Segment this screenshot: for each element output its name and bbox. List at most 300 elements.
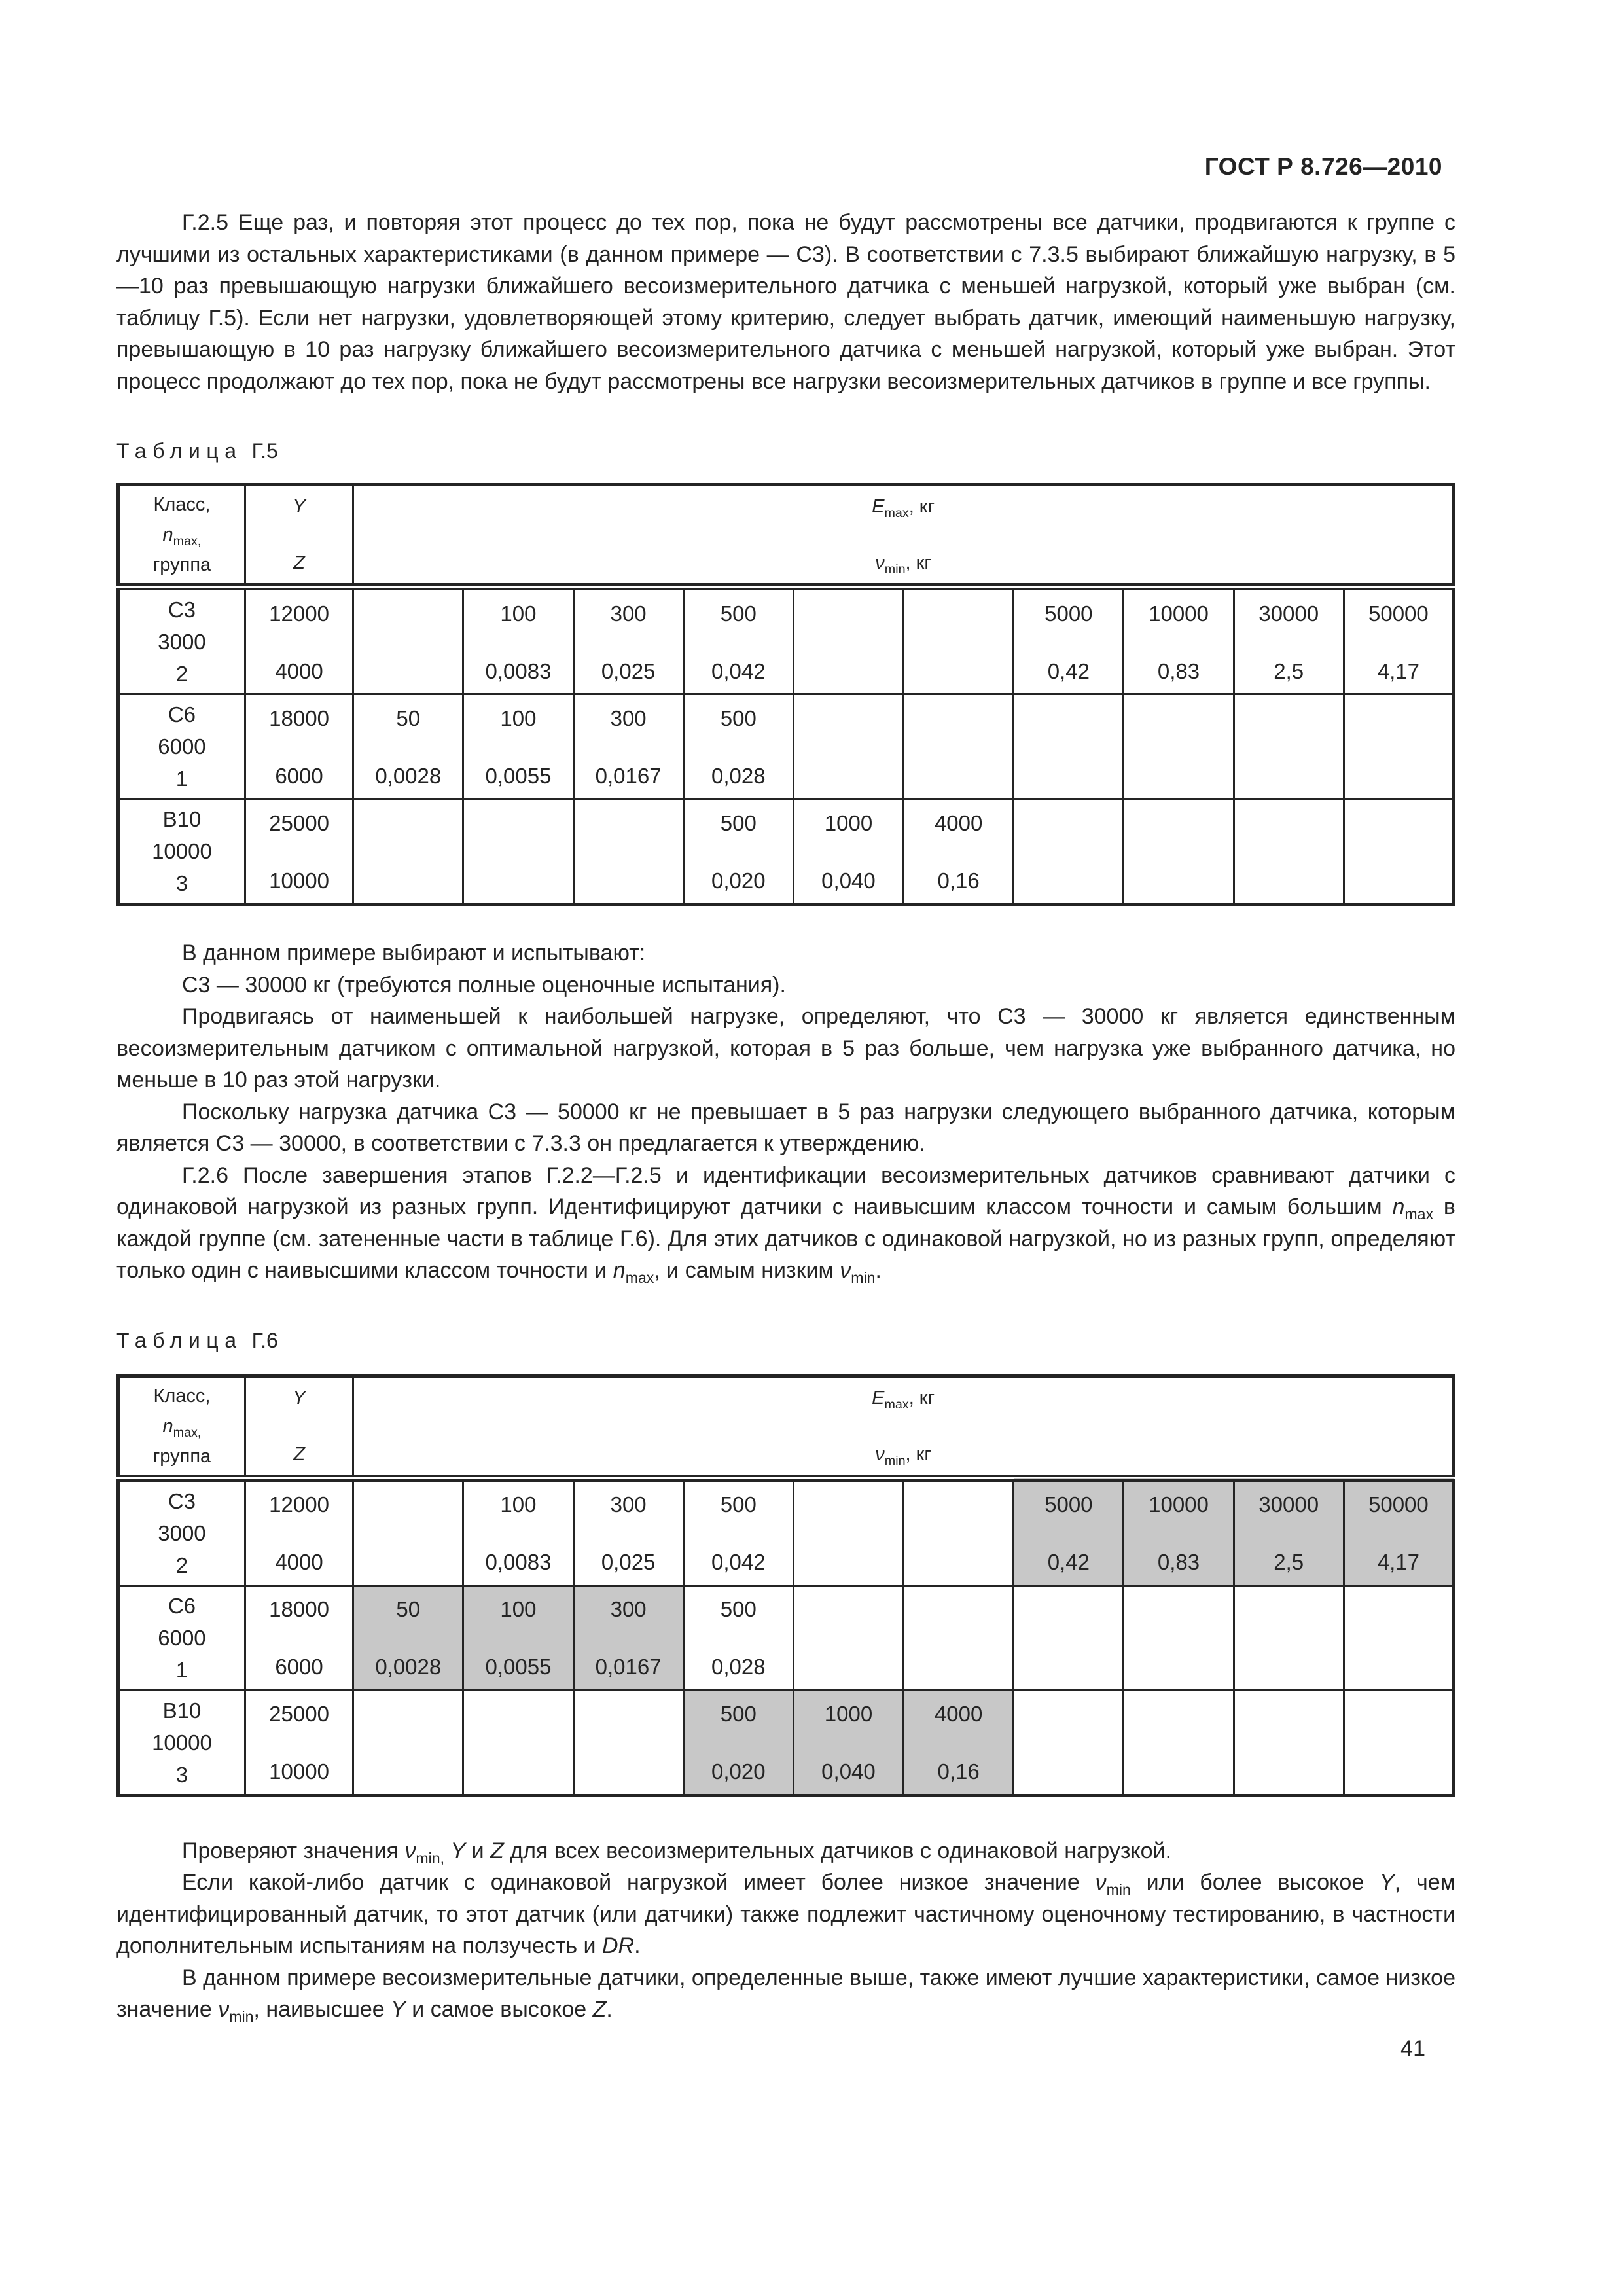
class-line: 1 <box>175 766 188 791</box>
emax-value <box>1017 706 1120 728</box>
cell-value-pair <box>464 808 572 895</box>
class-cell <box>118 1585 245 1690</box>
value-cell <box>683 1478 793 1585</box>
cell-value-pair <box>246 1699 352 1785</box>
emax-value: 100 <box>500 1597 537 1621</box>
vmin-value <box>357 1552 459 1575</box>
header-yz-cell <box>245 485 353 587</box>
emax-value <box>1238 706 1340 728</box>
emax-value <box>1017 811 1120 833</box>
emax-value <box>357 811 459 833</box>
table-label-word: Таблица <box>116 1328 243 1352</box>
value-cell <box>1014 1690 1124 1795</box>
vmin-value <box>1238 871 1340 893</box>
value-cell <box>353 1478 463 1585</box>
cell-value-pair <box>1345 808 1452 895</box>
cell-value-pair <box>1124 1594 1232 1681</box>
vmin-value <box>797 662 900 684</box>
table-body <box>118 1478 1454 1795</box>
vmin-value: 0,042 <box>711 1550 766 1574</box>
value-cell <box>793 587 903 694</box>
value-cell <box>793 1690 903 1795</box>
value-cell <box>683 694 793 799</box>
emax-value <box>1127 706 1230 728</box>
cell-value-pair <box>246 704 352 790</box>
cell-value-pair <box>246 808 352 895</box>
class-line: 3000 <box>158 1520 206 1545</box>
header-class-cell <box>118 1376 245 1478</box>
cell-value-pair <box>246 1594 352 1681</box>
emax-value: 25000 <box>269 810 329 835</box>
vmin-value: Z <box>293 1443 305 1465</box>
table-row <box>118 694 1454 799</box>
vmin-value: 0,028 <box>711 1655 766 1679</box>
cell-value-pair <box>575 599 683 685</box>
cell-value-pair <box>575 1699 683 1785</box>
vmin-value: 0,025 <box>601 658 656 683</box>
class-line: 6000 <box>158 1625 206 1650</box>
cell-value-pair <box>904 599 1012 685</box>
paragraph-check-values: Проверяют значения $\nu_{min,}$ Y и Z для всех весоизмерительных датчиков с одинаковой нагрузкой. <box>182 1838 1172 1867</box>
cell-value-pair <box>246 599 352 685</box>
cell-value-pair <box>464 1699 572 1785</box>
class-lines <box>120 1485 244 1581</box>
cell-value-pair <box>1124 599 1232 685</box>
bottom-text-block <box>116 1835 1455 2026</box>
cell-value-pair <box>464 704 572 790</box>
vmin-value <box>1017 766 1120 789</box>
class-lines <box>120 698 244 795</box>
vmin-value <box>467 1762 569 1784</box>
cell-value-pair <box>1235 1594 1343 1681</box>
cell-value-pair <box>1235 599 1343 685</box>
cell-value-pair <box>354 1594 462 1681</box>
vmin-value <box>1347 766 1450 789</box>
cell-value-pair <box>464 1490 572 1576</box>
value-cell <box>1234 1585 1344 1690</box>
vmin-value <box>1238 766 1340 789</box>
value-cell <box>573 799 683 905</box>
table-header-row <box>118 1376 1454 1478</box>
header-class-line: Класс, <box>153 494 211 515</box>
class-line: 2 <box>175 1552 188 1577</box>
cell-value-pair <box>1014 1699 1122 1785</box>
table-row <box>118 1690 1454 1795</box>
class-line: 3000 <box>158 630 206 654</box>
value-cell <box>1344 587 1454 694</box>
emax-value: 30000 <box>1258 601 1319 626</box>
emax-value: 100 <box>500 1492 537 1516</box>
vmin-value <box>357 1762 459 1784</box>
class-lines <box>120 1695 244 1791</box>
value-cell <box>463 1690 573 1795</box>
emax-value: 500 <box>720 810 757 835</box>
cell-value-pair <box>354 1490 462 1576</box>
vmin-value: 0,0167 <box>595 1655 662 1679</box>
vmin-value: 0,42 <box>1047 658 1090 683</box>
class-cell <box>118 694 245 799</box>
vmin-value <box>577 1762 680 1784</box>
vmin-value: 0,020 <box>711 868 766 893</box>
cell-value-pair <box>575 1490 683 1576</box>
cell-value-pair <box>1014 599 1122 685</box>
emax-value: $E_{max}$, кг <box>872 1387 935 1412</box>
emax-value: 50000 <box>1368 601 1429 626</box>
table-header <box>118 485 1454 587</box>
vmin-value: 0,0083 <box>485 1550 552 1574</box>
class-line: 10000 <box>152 839 212 863</box>
header-emax-vmin-cell <box>353 485 1454 587</box>
emax-value <box>907 601 1010 624</box>
emax-value <box>577 1702 680 1724</box>
value-cell <box>793 1478 903 1585</box>
vmin-value: 4000 <box>275 1550 323 1574</box>
emax-value: 10000 <box>1149 1492 1209 1516</box>
value-cell <box>1014 1585 1124 1690</box>
table-row <box>118 587 1454 694</box>
value-cell <box>1344 799 1454 905</box>
emax-value <box>797 601 900 624</box>
vmin-value <box>1238 1657 1340 1679</box>
vmin-value: Z <box>293 552 305 573</box>
header-class-line: $n_{max,}$ <box>162 1415 202 1440</box>
emax-value: 12000 <box>269 601 329 626</box>
vmin-value <box>907 1552 1010 1575</box>
cell-value-pair <box>685 1699 793 1785</box>
vmin-value <box>1017 1762 1120 1784</box>
emax-value: 500 <box>720 1597 757 1621</box>
value-cell <box>904 694 1014 799</box>
paragraph-if-sensor: Если какой-либо датчик с одинаковой нагрузкой имеет более низкое значение $\nu_{min}$ или более высокое Y, чем идентифицированный датчик, то этот датчик (или датчики) также подлежит частичному оценочному тестированию, в частности дополнительным испытаниям на ползучесть и DR. <box>116 1870 1455 1958</box>
value-cell <box>683 1585 793 1690</box>
table-label-word: Таблица <box>116 439 243 463</box>
cell-value-pair <box>794 1699 902 1785</box>
vmin-value <box>1347 1762 1450 1784</box>
cell-value-pair <box>575 704 683 790</box>
value-cell <box>1344 694 1454 799</box>
value-cell <box>1234 799 1344 905</box>
cell-value-pair <box>794 599 902 685</box>
value-cell <box>1234 694 1344 799</box>
table-g5-label <box>116 439 1455 463</box>
value-cell <box>793 694 903 799</box>
vmin-value: 0,028 <box>711 763 766 788</box>
vmin-value: 0,040 <box>821 868 876 893</box>
vmin-value: 0,0028 <box>375 1655 442 1679</box>
cell-value-pair <box>685 599 793 685</box>
vmin-value: 0,0055 <box>485 1655 552 1679</box>
emax-value <box>357 601 459 624</box>
emax-value: 500 <box>720 601 757 626</box>
highlighted-value-cell <box>353 694 463 799</box>
emax-value: 1000 <box>824 810 873 835</box>
emax-value: 300 <box>610 1492 647 1516</box>
class-lines <box>120 803 244 899</box>
cell-value-pair <box>1014 808 1122 895</box>
value-cell <box>463 1585 573 1690</box>
paragraph-in-example: В данном примере весоизмерительные датчики, определенные выше, также имеют лучшие характеристики, самое низкое значение $\nu_{min}$, наивысшее Y и самое высокое Z. <box>116 1965 1455 2025</box>
vmin-value <box>907 1657 1010 1679</box>
value-cell <box>1344 1690 1454 1795</box>
value-cell <box>1234 1478 1344 1585</box>
vmin-value <box>797 1552 900 1575</box>
table-g5 <box>116 483 1455 906</box>
value-cell <box>1014 587 1124 694</box>
header-class-line: группа <box>152 1445 211 1467</box>
emax-value <box>1238 1597 1340 1619</box>
cell-value-pair <box>685 1490 793 1576</box>
emax-value: 18000 <box>269 1597 329 1621</box>
yz-value-cell <box>245 1690 353 1795</box>
emax-value <box>467 1702 569 1724</box>
emax-value: 5000 <box>1044 601 1093 626</box>
cell-value-pair <box>1345 704 1452 790</box>
cell-value-pair <box>685 808 793 895</box>
header-class-lines <box>120 490 244 580</box>
paragraph-g2-5: Г.2.5 Еще раз, и повторяя этот процесс до тех пор, пока не будут рассмотрены все датчики, продвигаются к группе с лучшими из остальных характеристиками (в данном примере — С3). В соответствии с 7.3.5 выбирают ближайшую нагрузку, в 5—10 раз превышающую нагрузки ближайшего весоизмерительного датчика с меньшей нагрузкой, который уже выбран (см. таблицу Г.5). Если нет нагрузки, удовлетворяющей этому критерию, следует выбрать датчик, имеющий наименьшую нагрузку, превышающую в 10 раз нагрузку ближайшего весоизмерительного датчика с меньшей нагрузкой, который уже выбран. Этот процесс продолжают до тех пор, пока не будут рассмотрены все нагрузки весоизмерительных датчиков в группе и все группы. <box>116 210 1455 394</box>
value-cell <box>353 587 463 694</box>
yz-value-cell <box>245 694 353 799</box>
class-line: 6000 <box>158 734 206 759</box>
emax-value: 100 <box>500 706 537 730</box>
emax-value: 4000 <box>934 1702 983 1726</box>
cell-value-pair <box>1345 599 1452 685</box>
cell-value-pair <box>1014 704 1122 790</box>
cell-value-pair <box>575 808 683 895</box>
cell-value-pair <box>1124 808 1232 895</box>
header-class-line: $n_{max,}$ <box>162 524 202 548</box>
emax-value: 100 <box>500 601 537 626</box>
class-line: 3 <box>175 871 188 895</box>
cell-value-pair <box>685 1594 793 1681</box>
value-cell <box>904 587 1014 694</box>
class-cell <box>118 1478 245 1585</box>
cell-value-pair <box>464 599 572 685</box>
emax-value: 5000 <box>1044 1492 1093 1516</box>
paragraph-example-intro: В данном примере выбирают и испытывают: <box>182 941 646 965</box>
emax-value: 12000 <box>269 1492 329 1516</box>
vmin-value <box>1347 871 1450 893</box>
class-line: 1 <box>175 1657 188 1682</box>
vmin-value <box>1017 1657 1120 1679</box>
value-cell <box>1124 799 1234 905</box>
vmin-value <box>1238 1762 1340 1784</box>
class-lines <box>120 1590 244 1686</box>
vmin-value: 4,17 <box>1377 658 1419 683</box>
table-g6 <box>116 1374 1455 1797</box>
class-lines <box>120 594 244 690</box>
paragraph-since-load: Поскольку нагрузка датчика С3 — 50000 кг не превышает в 5 раз нагрузки следующего выбранного датчика, которым является С3 — 30000, в соответствии с 7.3.3 он предлагается к утверждению. <box>116 1099 1455 1156</box>
class-line: 10000 <box>152 1730 212 1755</box>
vmin-value: 4,17 <box>1377 1550 1419 1574</box>
vmin-value: 0,040 <box>821 1759 876 1784</box>
value-cell <box>573 1585 683 1690</box>
cell-value-pair <box>354 808 462 895</box>
highlighted-value-cell <box>353 1585 463 1690</box>
cell-value-pair <box>354 1699 462 1785</box>
cell-value-pair <box>904 704 1012 790</box>
emax-value <box>1238 1702 1340 1724</box>
emax-value: 18000 <box>269 706 329 730</box>
class-line: С6 <box>168 1593 196 1618</box>
vmin-value <box>1347 1657 1450 1679</box>
table-header <box>118 1376 1454 1478</box>
emax-value <box>907 1597 1010 1619</box>
vmin-value <box>1017 871 1120 893</box>
vmin-value <box>1127 871 1230 893</box>
highlighted-value-cell <box>683 799 793 905</box>
header-class-cell <box>118 485 245 587</box>
table-label-number: Г.6 <box>251 1328 278 1352</box>
vmin-value: 10000 <box>269 868 329 893</box>
emax-value <box>797 1597 900 1619</box>
value-cell <box>1124 587 1234 694</box>
emax-value: $E_{max}$, кг <box>872 496 935 520</box>
vmin-value <box>1127 766 1230 789</box>
table-g6-container <box>116 1374 1455 1797</box>
emax-value: 50 <box>396 1597 421 1621</box>
emax-value: Y <box>293 496 306 517</box>
emax-value <box>1017 1597 1120 1619</box>
table-row <box>118 799 1454 905</box>
highlighted-value-cell <box>904 799 1014 905</box>
yz-value-cell <box>245 799 353 905</box>
cell-value-pair <box>1235 808 1343 895</box>
cell-value-pair <box>464 1594 572 1681</box>
table-g6-label <box>116 1329 1455 1353</box>
value-cell <box>573 1478 683 1585</box>
vmin-value: $\nu_{min}$, кг <box>875 552 931 577</box>
paragraph-advancing: Продвигаясь от наименьшей к наибольшей нагрузке, определяют, что С3 — 30000 кг является единственным весоизмерительным датчиком с оптимальной нагрузкой, которая в 5 раз больше, чем нагрузка уже выбранного датчика, но меньше в 10 раз этой нагрузки. <box>116 1004 1455 1092</box>
emax-value: 4000 <box>934 810 983 835</box>
cell-value-pair <box>575 1594 683 1681</box>
emax-value <box>1127 1702 1230 1724</box>
class-cell <box>118 799 245 905</box>
emax-value: 500 <box>720 706 757 730</box>
cell-value-pair <box>1124 704 1232 790</box>
value-cell <box>573 587 683 694</box>
cell-value-pair <box>1014 1490 1122 1576</box>
class-cell <box>118 587 245 694</box>
cell-value-pair <box>904 1699 1012 1785</box>
cell-value-pair <box>1345 1699 1452 1785</box>
vmin-value: 0,042 <box>711 658 766 683</box>
table-body <box>118 587 1454 905</box>
class-line: С6 <box>168 702 196 726</box>
emax-value <box>357 1702 459 1724</box>
value-cell <box>793 1585 903 1690</box>
vmin-value: 0,020 <box>711 1759 766 1784</box>
value-cell <box>1124 1478 1234 1585</box>
emax-value: 10000 <box>1149 601 1209 626</box>
emax-value: 500 <box>720 1702 757 1726</box>
yz-value-cell <box>245 1478 353 1585</box>
vmin-value: 0,42 <box>1047 1550 1090 1574</box>
cell-value-pair <box>246 1385 352 1467</box>
paragraph-c3-30000: С3 — 30000 кг (требуются полные оценочные испытания). <box>182 972 786 997</box>
value-cell <box>1124 694 1234 799</box>
value-cell <box>1344 1585 1454 1690</box>
vmin-value <box>907 662 1010 684</box>
cell-value-pair <box>1235 1699 1343 1785</box>
yz-value-cell <box>245 587 353 694</box>
emax-value: 30000 <box>1258 1492 1319 1516</box>
vmin-value <box>797 1657 900 1679</box>
vmin-value: 10000 <box>269 1759 329 1784</box>
standard-number-header: ГОСТ Р 8.726—2010 <box>1204 153 1442 180</box>
cell-value-pair <box>1014 1594 1122 1681</box>
vmin-value <box>907 766 1010 789</box>
value-cell <box>1124 1690 1234 1795</box>
cell-value-pair <box>1235 704 1343 790</box>
emax-value <box>797 1492 900 1515</box>
value-cell <box>683 587 793 694</box>
cell-value-pair <box>685 704 793 790</box>
highlighted-value-cell <box>904 1690 1014 1795</box>
value-cell <box>1234 1690 1344 1795</box>
emax-value: 300 <box>610 706 647 730</box>
value-cell <box>1014 799 1124 905</box>
class-line: С3 <box>168 598 196 622</box>
table-g5-container <box>116 483 1455 906</box>
emax-value <box>1017 1702 1120 1724</box>
cell-value-pair <box>794 1490 902 1576</box>
value-cell <box>463 1478 573 1585</box>
vmin-value: 0,0055 <box>485 763 552 788</box>
class-line: В10 <box>162 807 202 831</box>
emax-value: Y <box>293 1387 306 1408</box>
emax-value <box>797 706 900 728</box>
value-cell <box>573 1690 683 1795</box>
cell-value-pair <box>794 808 902 895</box>
class-line: С3 <box>168 1488 196 1513</box>
vmin-value: 0,0028 <box>375 763 442 788</box>
vmin-value: 4000 <box>275 658 323 683</box>
value-cell <box>573 694 683 799</box>
header-class-lines <box>120 1381 244 1471</box>
vmin-value: 2,5 <box>1274 1550 1304 1574</box>
emax-value: 300 <box>610 1597 647 1621</box>
cell-value-pair <box>1345 1490 1452 1576</box>
header-class-line: группа <box>152 554 211 575</box>
vmin-value <box>357 871 459 893</box>
vmin-value: 2,5 <box>1274 658 1304 683</box>
yz-value-cell <box>245 1585 353 1690</box>
cell-value-pair <box>904 808 1012 895</box>
emax-value: 50000 <box>1368 1492 1429 1516</box>
emax-value <box>1347 1597 1450 1619</box>
table-row <box>118 1478 1454 1585</box>
emax-value <box>907 1492 1010 1515</box>
cell-value-pair <box>354 493 1452 576</box>
vmin-value: 6000 <box>275 1655 323 1679</box>
emax-value <box>1347 1702 1450 1724</box>
vmin-value: 0,16 <box>937 868 980 893</box>
vmin-value <box>577 871 680 893</box>
emax-value <box>1127 1597 1230 1619</box>
table-label-number: Г.5 <box>251 439 278 463</box>
emax-value <box>1127 811 1230 833</box>
vmin-value: $\nu_{min}$, кг <box>875 1443 931 1468</box>
vmin-value: 0,0167 <box>595 763 662 788</box>
value-cell <box>904 1585 1014 1690</box>
header-class-line: Класс, <box>153 1385 211 1407</box>
vmin-value: 6000 <box>275 763 323 788</box>
emax-value <box>467 811 569 833</box>
vmin-value <box>797 766 900 789</box>
vmin-value: 0,83 <box>1157 658 1200 683</box>
emax-value: 25000 <box>269 1702 329 1726</box>
